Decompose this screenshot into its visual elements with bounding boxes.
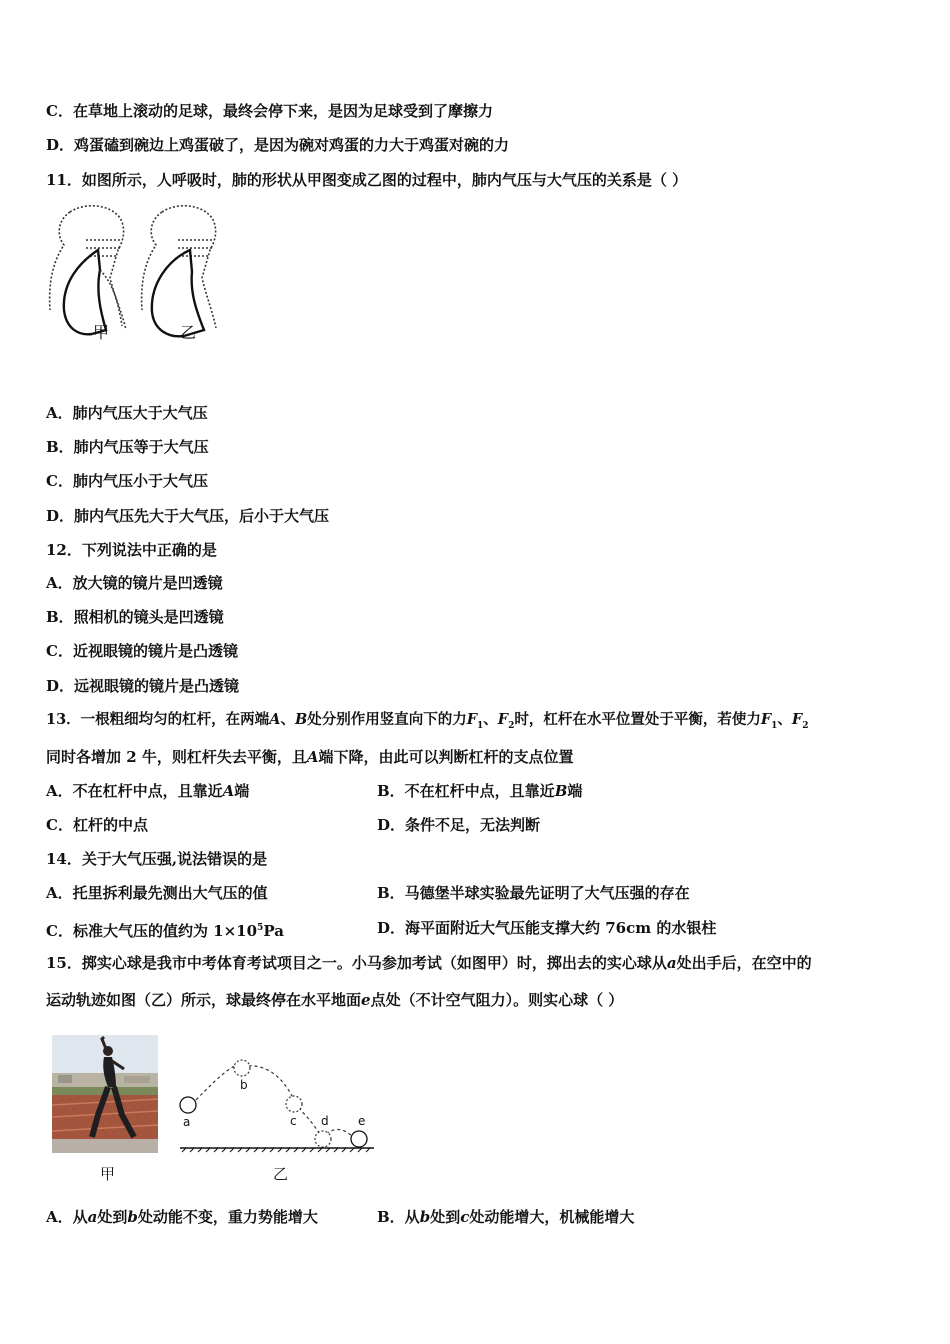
point-label-d: d xyxy=(321,1114,329,1128)
q15-stem: 15．掷实心球是我市中考体育考试项目之一。小马参加考试（如图甲）时，掷出去的实心球从a处出手后，在空中的 xyxy=(46,954,812,972)
q11-option-c: C．肺内气压小于大气压 xyxy=(46,472,208,490)
q13-option-c: C．杠杆的中点 xyxy=(46,816,148,834)
q12-option-c: C．近视眼镜的镜片是凸透镜 xyxy=(46,642,238,660)
q11-fig-label-jia: 甲 xyxy=(93,323,110,342)
q13-option-b: B．不在杠杆中点，且靠近B端 xyxy=(377,782,583,800)
q12-option-a: A．放大镜的镜片是凹透镜 xyxy=(46,574,223,592)
q11-fig-label-yi: 乙 xyxy=(180,323,197,342)
q14-stem: 14．关于大气压强,说法错误的是 xyxy=(46,850,268,868)
point-label-c: c xyxy=(290,1114,297,1128)
q11-option-a: A．肺内气压大于大气压 xyxy=(46,404,208,422)
q11-stem: 11．如图所示，人呼吸时，肺的形状从甲图变成乙图的过程中，肺内气压与大气压的关系是（ ） xyxy=(46,171,688,189)
q14-option-d: D．海平面附近大气压能支撑大约 76cm 的水银柱 xyxy=(377,919,717,937)
q12-stem: 12．下列说法中正确的是 xyxy=(46,541,217,559)
q15-option-b: B．从b处到c处动能增大，机械能增大 xyxy=(377,1208,635,1226)
q15-option-a: A．从a处到b处动能不变，重力势能增大 xyxy=(46,1208,318,1226)
point-label-e: e xyxy=(358,1114,366,1128)
q11-lung-figure xyxy=(40,200,230,350)
q13-stem-line2: 同时各增加 2 牛，则杠杆失去平衡，且A端下降，由此可以判断杠杆的支点位置 xyxy=(46,748,574,766)
q11-option-d: D．肺内气压先大于大气压，后小于大气压 xyxy=(46,507,330,525)
q15-fig-label-jia: 甲 xyxy=(100,1165,116,1183)
q10-option-d: D．鸡蛋磕到碗边上鸡蛋破了，是因为碗对鸡蛋的力大于鸡蛋对碗的力 xyxy=(46,136,510,154)
q13-stem: 13．一根粗细均匀的杠杆，在两端A、B处分别作用竖直向下的力$F_1$、$F_2$时，杠杆在水平位置处于平衡，若使力$F_1$、$F_2$ xyxy=(46,711,809,731)
q15-stem-line2: 运动轨迹如图（乙）所示，球最终停在水平地面e点处（不计空气阻力）。则实心球（ ） xyxy=(46,991,624,1009)
q11-option-b: B．肺内气压等于大气压 xyxy=(46,438,209,456)
q13-option-d: D．条件不足，无法判断 xyxy=(377,816,541,834)
trajectory-icon xyxy=(176,1052,380,1156)
lung-diagram-icon xyxy=(40,200,230,350)
q12-option-b: B．照相机的镜头是凹透镜 xyxy=(46,608,224,626)
q14-option-c: C．标准大气压的值约为 $1\times 10^5Pa$ xyxy=(46,922,284,940)
q10-option-c: C．在草地上滚动的足球，最终会停下来，是因为足球受到了摩擦力 xyxy=(46,102,493,120)
q14-option-b: B．马德堡半球实验最先证明了大气压强的存在 xyxy=(377,884,690,902)
q15-trajectory-diagram xyxy=(176,1052,380,1156)
point-label-a: a xyxy=(183,1115,191,1129)
q12-option-d: D．远视眼镜的镜片是凸透镜 xyxy=(46,677,240,695)
q15-photo-thrower xyxy=(52,1035,158,1153)
q15-fig-label-yi: 乙 xyxy=(273,1165,289,1183)
point-label-b: b xyxy=(240,1078,248,1092)
shot-put-thrower-icon xyxy=(52,1035,158,1153)
q13-option-a: A．不在杠杆中点，且靠近A端 xyxy=(46,782,250,800)
q14-option-a: A．托里拆利最先测出大气压的值 xyxy=(46,884,268,902)
